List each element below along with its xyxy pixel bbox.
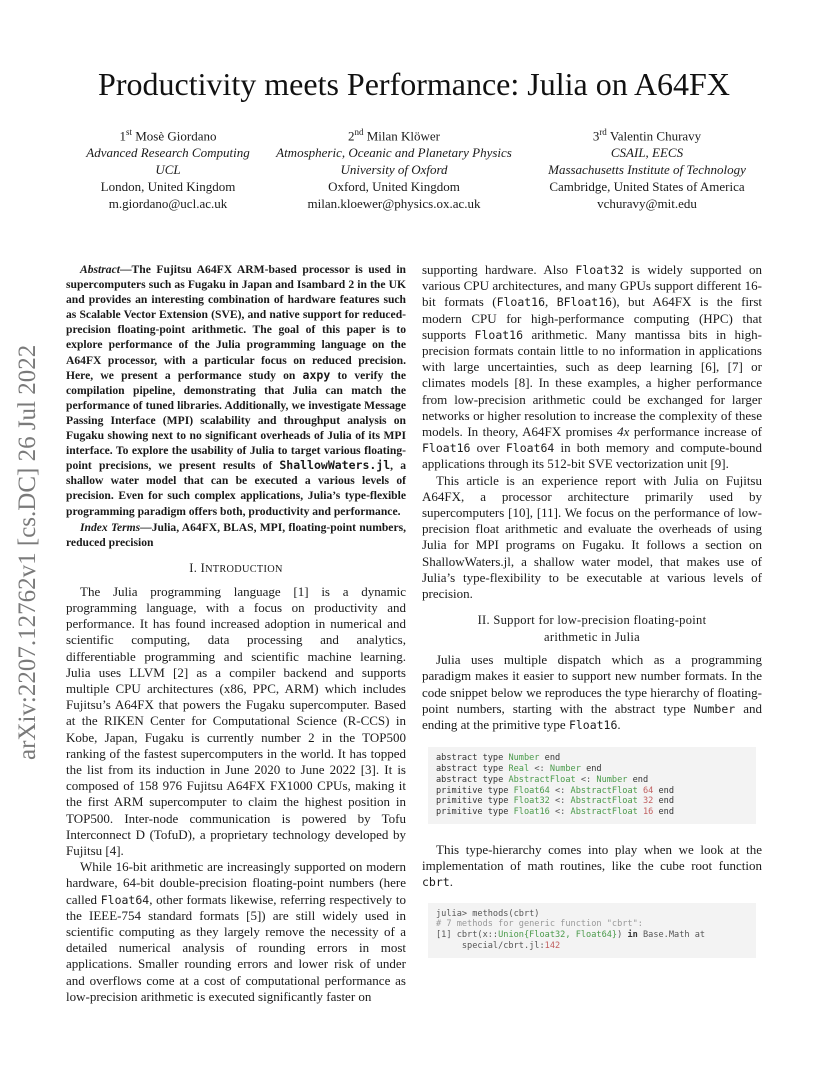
author-affiliation-2: Atmospheric, Oceanic and Planetary Physics	[276, 145, 512, 161]
code-line: primitive type Float64 <: AbstractFloat 64 end	[436, 785, 675, 796]
author-location-2: Oxford, United Kingdom	[328, 179, 460, 195]
author-name-3: 3rd Valentin Churavy	[592, 127, 702, 144]
author-location-1: London, United Kingdom	[100, 179, 236, 195]
author-block-1	[58, 124, 278, 212]
paper-title: Productivity meets Performance: Julia on A64FX	[98, 66, 730, 102]
author-email-1: m.giordano@ucl.ac.uk	[108, 196, 228, 212]
author-affiliation-3: CSAIL, EECS	[610, 145, 684, 161]
author-institution-1: UCL	[155, 162, 181, 178]
right-paragraph-3: Julia uses multiple dispatch which as a programming paradigm makes it easier to support new number formats. In the code snippet below we reproduces the type hierarchy of floating-point numbers, starting with the abstract type Number and ending at the primitive type Float16.	[422, 652, 762, 733]
code-block-methods-cbrt	[428, 903, 756, 958]
code-line: primitive type Float16 <: AbstractFloat 16 end	[436, 807, 675, 818]
arxiv-side-label: arXiv:2207.12762v1 [cs.DC] 26 Jul 2022	[14, 344, 41, 760]
code-line: [1] cbrt(x::Union{Float32, Float64}) in Base.Math at	[436, 930, 706, 941]
author-email-3: vchuravy@mit.edu	[597, 196, 697, 212]
author-institution-2: University of Oxford	[340, 162, 448, 178]
code-line: julia> methods(cbrt)	[436, 908, 540, 919]
author-affiliation-1: Advanced Research Computing	[86, 145, 250, 161]
abstract: Abstract—The Fujitsu A64FX ARM-based processor is used in supercomputers such as Fugaku in Japan and Isambard 2 in the UK and provides an interesting combination of hardware features such as Scalable Vector Extension (SVE), and native support for reduced-precision floating-point arithmetic. The goal of this paper is to explore performance of the Julia programming language on the A64FX processor, with a particular focus on reduced precision. Here, we present a performance study on axpy to verify the compilation pipeline, demonstrating that Julia can match the performance of tuned libraries. Additionally, we investigate Message Passing Interface (MPI) scalability and throughput analysis on Fugaku showing next to no significant overheads of Julia of its MPI interface. To explore the usability of Julia to target various floating-point precisions, we present results of ShallowWaters.jl, a shallow water model that can be executed a various levels of precision. Even for such complex applications, Julia’s type-flexible programming paradigm offers both, productivity and performance.	[66, 263, 406, 518]
section-heading-2: II. Support for low-precision floating-point arithmetic in Julia	[477, 613, 707, 645]
code-comment-line: # 7 methods for generic function "cbrt":	[436, 919, 643, 930]
left-column	[66, 262, 406, 1005]
right-paragraph-4: This type-hierarchy comes into play when we look at the implementation of math routines, like the cube root function cbrt.	[422, 842, 762, 890]
code-line: abstract type Number end	[436, 753, 561, 764]
author-name-2: 2nd Milan Klöwer	[347, 127, 441, 144]
inline-code: ShallowWaters.jl	[279, 458, 391, 473]
code-line: special/cbrt.jl:142	[436, 941, 561, 952]
code-line: abstract type Real <: Number end	[436, 764, 602, 775]
author-institution-3: Massachusetts Institute of Technology	[548, 162, 746, 178]
right-paragraph-1: supporting hardware. Also Float32 is widely supported on various CPU architectures, and many GPUs support different 16-bit formats (Float16, BFloat16), but A64FX is the first modern CPU for high-performance computing (HPC) that supports Float16 arithmetic. Many mantissa bits in high-precision formats contain little to no information in applications with large uncertainties, such as deep learning [6], [7] or climates models [8]. In these examples, a higher performance from low-precision arithmetic could be exchanged for larger networks or higher resolution to increase the complexity of these models. In theory, A64FX promises 4x performance increase of Float16 over Float64 in both memory and compute-bound applications through its 512-bit SVE vectorization unit [9].	[422, 262, 763, 472]
section-heading-introduction: I. INTRODUCTION	[189, 560, 283, 575]
index-terms: Index Terms—Julia, A64FX, BLAS, MPI, floating-point numbers, reduced precision	[66, 520, 406, 549]
right-paragraph-2: This article is an experience report with Julia on Fujitsu A64FX, a processor architecture primarily used by supercomputers [10], [11]. We focus on the performance of low-precision float arithmetic and evaluate the overheads of using Julia for MPI programs on Fugaku. It follows a section on ShallowWaters.jl, a shallow water model, that makes use of Julia’s type-flexibility to be executable at various levels of precision.	[422, 472, 762, 602]
author-block-2	[260, 124, 528, 212]
code-line: abstract type AbstractFloat <: Number end	[436, 774, 649, 785]
author-block-3	[528, 124, 766, 212]
code-line: primitive type Float32 <: AbstractFloat 32 end	[436, 796, 675, 807]
right-column	[422, 262, 762, 976]
intro-paragraph-2: While 16-bit arithmetic are increasingly supported on modern hardware, 64-bit double-precision floating-point numbers (here called Float64, other formats likewise, referring respectively to the IEEE-754 standard formats [5]) are still widely used in scientific computing as they largely remove the necessity of a detailed numerical analysis of rounding errors in most applications. Smaller rounding errors and lower risk of under and overflows come at a cost of computational performance as low-precision arithmetic is executed significantly faster on	[66, 859, 406, 1004]
inline-code: axpy	[302, 367, 331, 382]
author-location-3: Cambridge, United States of America	[549, 179, 745, 195]
author-name-1: 1st Mosè Giordano	[119, 127, 217, 144]
intro-paragraph-1: The Julia programming language [1] is a dynamic programming language, with a focus on productivity and performance. It has found increased adoption in numerical and scientific computing, data processing and analytics, differentiable programming and scientific machine learning. Julia uses LLVM [2] as a compiler backend and supports multiple CPU architectures (x86, PPC, ARM) which includes Fujitsu’s A64FX that powers the Fugaku supercomputer. Based at the RIKEN Center for Computational Science (R-CCS) in Kobe, Japan, Fugaku is currently number 2 in the TOP500 ranking of the fastest supercomputers in the world. It has topped the list from its induction in June 2020 to June 2022 [3]. It is composed of 158 976 Fujitsu A64FX FX1000 CPUs, making it the first ARM supercomputer to claim the highest position in TOP500. Inter-node communication is powered by Tofu Interconnect D (TofuD), a proprietary technology developed by Fujitsu [4].	[66, 583, 406, 859]
author-email-2: milan.kloewer@physics.ox.ac.uk	[307, 196, 481, 212]
code-block-type-hierarchy	[428, 747, 756, 824]
